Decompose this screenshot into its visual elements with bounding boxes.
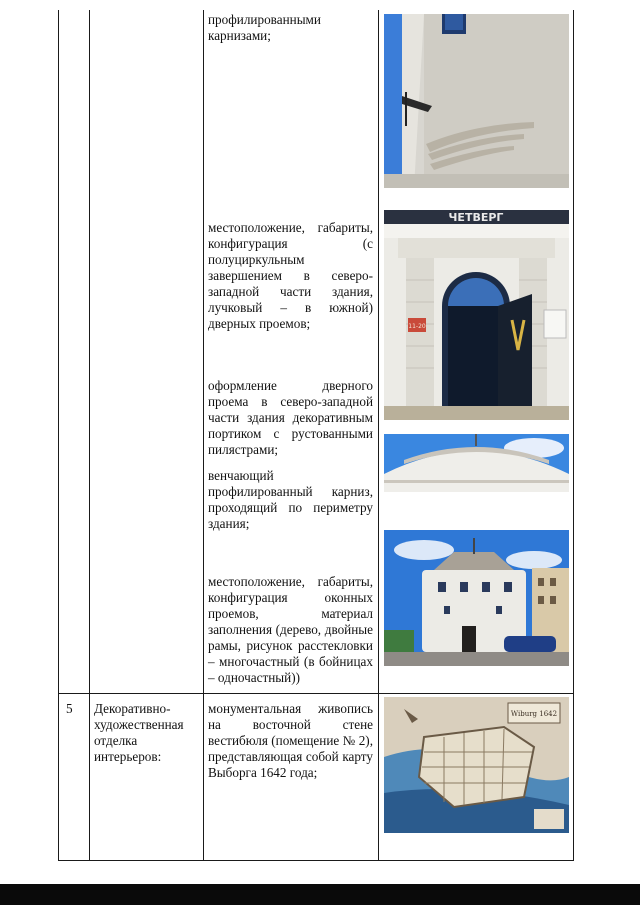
photo-crowning-cornice xyxy=(384,434,569,492)
photo-mural-map xyxy=(384,697,569,833)
description-mural: монументальная живопись на восточной стене вестибюля (помещение № 2), представляющая собой карту Выборга 1642 года; xyxy=(208,701,373,780)
table-divider-1 xyxy=(89,10,90,861)
description-door-openings: местоположение, габариты, конфигурация (с полуциркульным завершением в северо-западной части здания, лучковый – в южной) дверных проемов; xyxy=(208,220,373,331)
row-separator xyxy=(58,693,574,694)
photo-entrance-portal xyxy=(384,210,569,420)
scan-bottom-band xyxy=(0,884,640,905)
table-divider-3 xyxy=(378,10,379,861)
table-border-left xyxy=(58,10,59,861)
photo-wall-cornice xyxy=(384,14,569,188)
category-label: Декоративно-художественная отделка интерьеров: xyxy=(94,701,184,764)
description-door-portico: оформление дверного проема в северо-западной части здания декоративным портиком с рустованными пилястрами; xyxy=(208,378,373,457)
photo-round-tower xyxy=(384,530,569,666)
table-border-right xyxy=(573,10,574,861)
description-cornices: профилированными карнизами; xyxy=(208,12,321,43)
description-window-openings: местоположение, габариты, конфигурация оконных проемов, материал заполнения (дерево, двойные рамы, рисунок расстекловки – многочастный (в бойницах – одночастный)) xyxy=(208,574,373,685)
description-crowning-cornice: венчающий профилированный карниз, проходящий по периметру здания; xyxy=(208,468,373,531)
plaque-text: 11-20 xyxy=(408,323,426,330)
entrance-sign-text: ЧЕТВЕРГ xyxy=(448,211,504,224)
row-number: 5 xyxy=(66,701,73,716)
table-border-bottom xyxy=(58,860,574,861)
map-title-text: Wiburg 1642 xyxy=(510,710,558,718)
table-divider-2 xyxy=(203,10,204,861)
